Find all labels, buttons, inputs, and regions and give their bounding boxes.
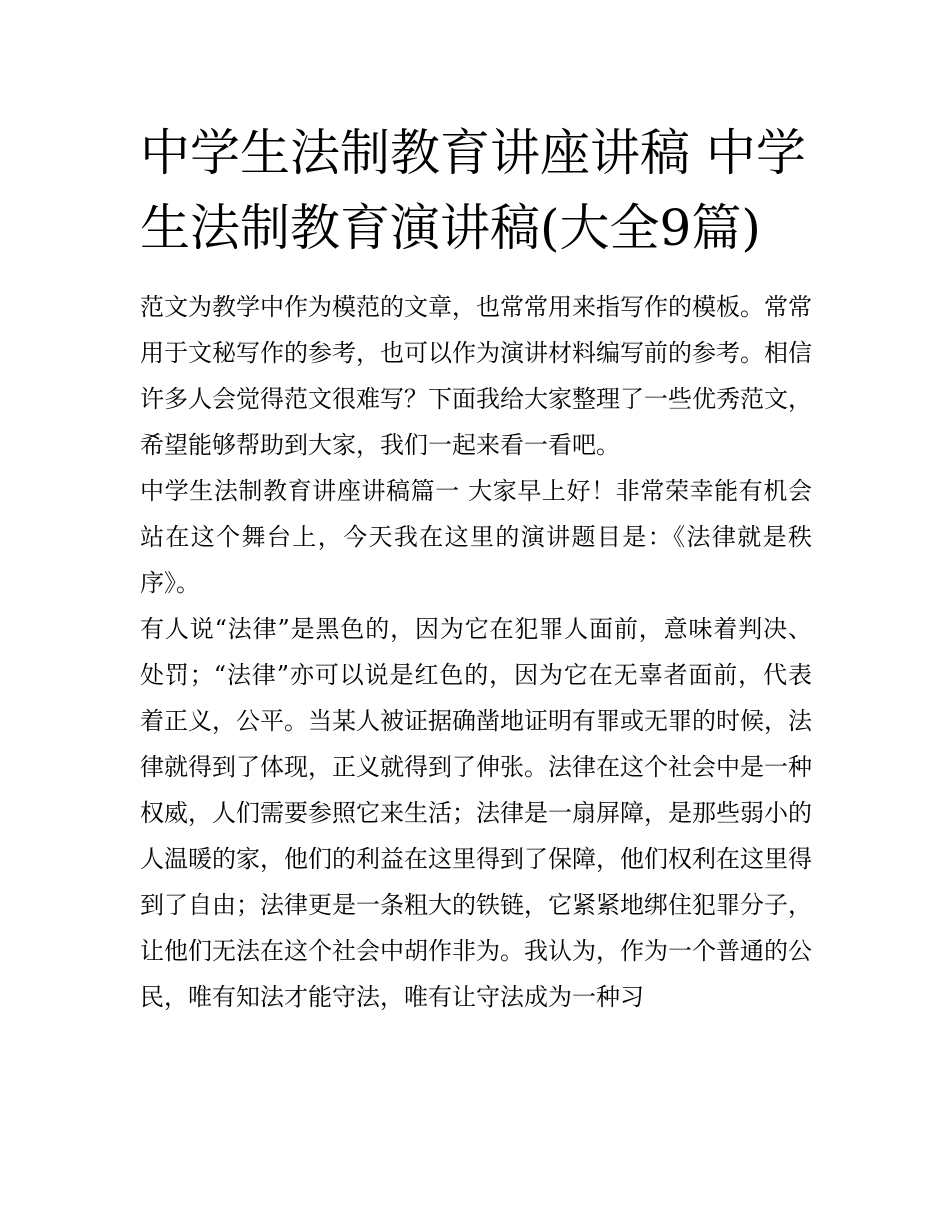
document-title: 中学生法制教育讲座讲稿 中学生法制教育演讲稿(大全9篇) <box>140 124 806 257</box>
intro-paragraph: 范文为教学中作为模范的文章，也常常用来指写作的模板。常常用于文秘写作的参考，也可以作为演讲材料编写前的参考。相信许多人会觉得范文很难写？下面我给大家整理了一些优秀范文，希望能够帮助到大家，我们一起来看一看吧。 <box>140 293 812 459</box>
document-body <box>140 116 812 1020</box>
speech-opening-paragraph: 中学生法制教育讲座讲稿篇一 大家早上好！非常荣幸能有机会站在这个舞台上，今天我在这里的演讲题目是：《法律就是秩序》。 <box>140 477 812 597</box>
speech-body-paragraph: 有人说“法律”是黑色的，因为它在犯罪人面前，意味着判决、处罚；“法律”亦可以说是红色的，因为它在无辜者面前，代表着正义，公平。当某人被证据确凿地证明有罪或无罪的时候，法律就得到了体现，正义就得到了伸张。法律在这个社会中是一种权威，人们需要参照它来生活；法律是一扇屏障，是那些弱小的人温暖的家，他们的利益在这里得到了保障，他们权利在这里得到了自由；法律更是一条粗大的铁链，它紧紧地绑住犯罪分子，让他们无法在这个社会中胡作非为。我认为，作为一个普通的公民，唯有知法才能守法，唯有让守法成为一种习 <box>140 615 812 1011</box>
